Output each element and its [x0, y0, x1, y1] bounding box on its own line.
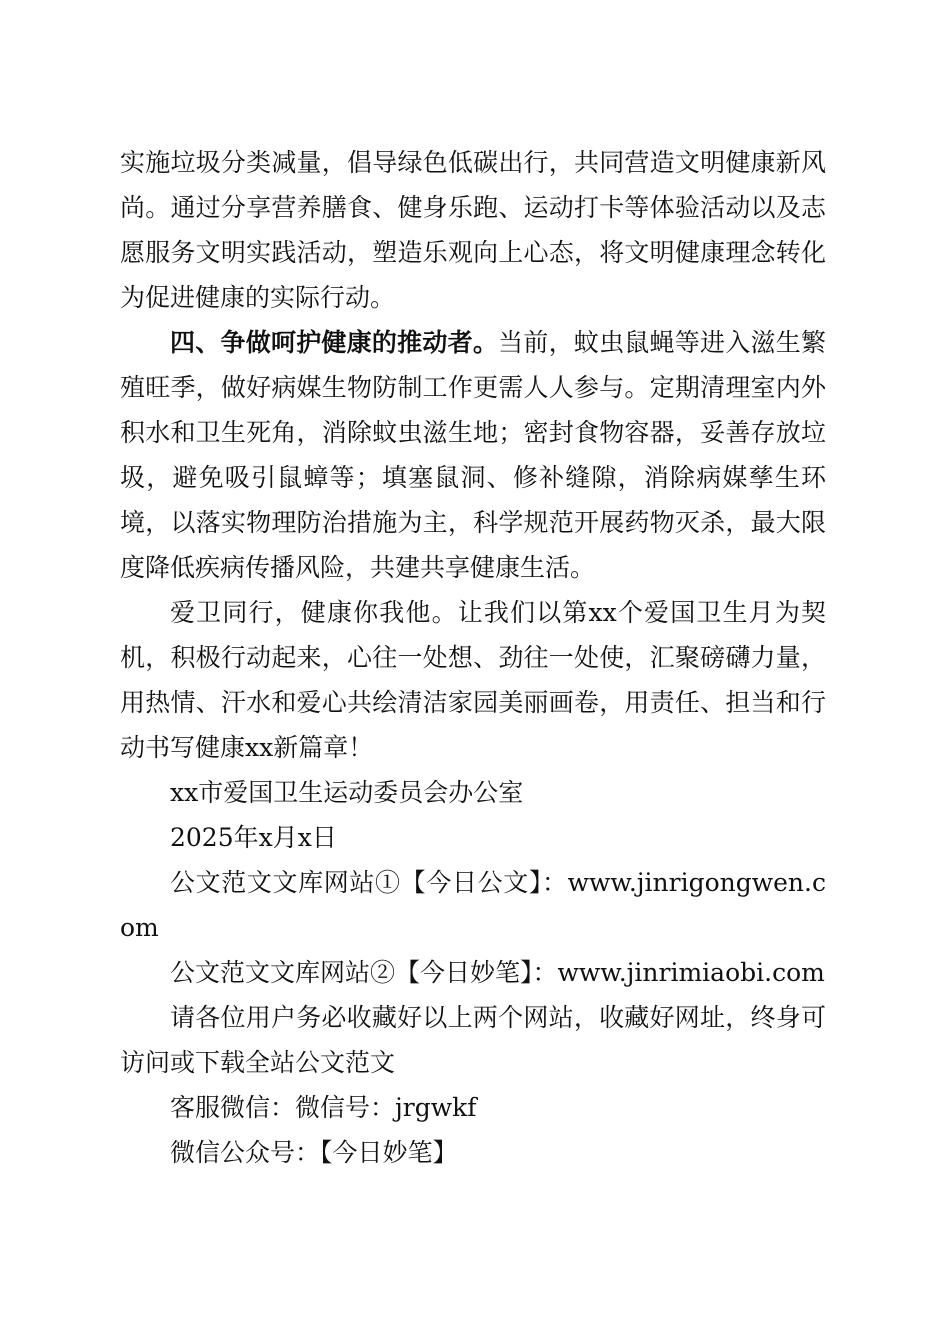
- section-four-heading: 四、争做呵护健康的推动者。: [170, 328, 499, 357]
- paragraph-closing: 爱卫同行，健康你我他。让我们以第xx个爱国卫生月为契机，积极行动起来，心往一处想、劲往一处使，汇聚磅礴力量，用热情、汗水和爱心共绘清洁家园美丽画卷，用责任、担当和行动书写健康xx新篇章！: [120, 598, 826, 762]
- document-page: [120, 140, 826, 1175]
- bookmark-notice: 请各位用户务必收藏好以上两个网站，收藏好网址，终身可访问或下载全站公文范文: [120, 1003, 826, 1077]
- website-one-line: 公文范文文库网站①【今日公文】：www.jinrigongwen.com: [120, 868, 826, 942]
- paragraph-civilized-health: 实施垃圾分类减量，倡导绿色低碳出行，共同营造文明健康新风尚。通过分享营养膳食、健身乐跑、运动打卡等体验活动以及志愿服务文明实践活动，塑造乐观向上心态，将文明健康理念转化为促进健康的实际行动。: [120, 148, 826, 312]
- signature-date: 2025年x月x日: [170, 823, 337, 852]
- section-four-body: 当前，蚊虫鼠蝇等进入滋生繁殖旺季，做好病媒生物防制工作更需人人参与。定期清理室内外积水和卫生死角，消除蚊虫滋生地；密封食物容器，妥善存放垃圾，避免吸引鼠蟑等；填塞鼠洞、修补缝隙，消除病媒孳生环境，以落实物理防治措施为主，科学规范开展药物灭杀，最大限度降低疾病传播风险，共建共享健康生活。: [120, 328, 826, 582]
- wechat-official-account: 微信公众号：【今日妙笔】: [170, 1138, 458, 1167]
- website-two-line: 公文范文文库网站②【今日妙笔】：www.jinrimiaobi.com: [170, 958, 825, 987]
- paragraph-section-four: [120, 320, 826, 590]
- customer-service-wechat: 客服微信：微信号：jrgwkf: [170, 1093, 477, 1122]
- signature-organization: xx市爱国卫生运动委员会办公室: [170, 778, 524, 807]
